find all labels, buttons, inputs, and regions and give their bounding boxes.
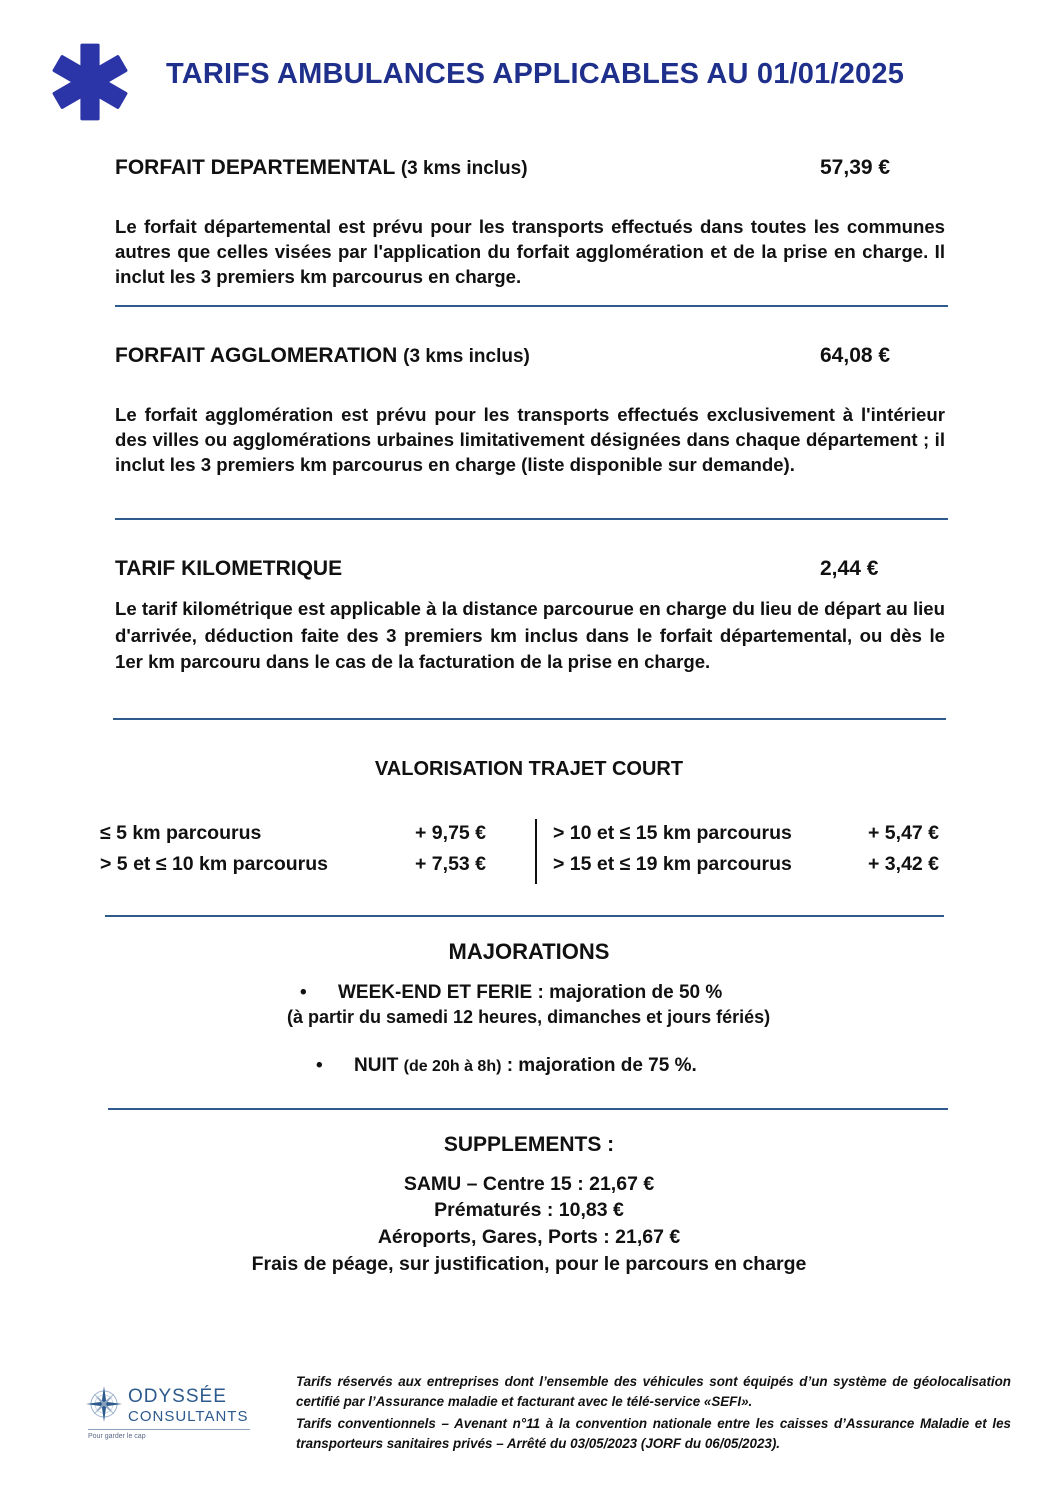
trajet-court-label: ≤ 5 km parcourus [100, 822, 262, 844]
trajet-court-title: VALORISATION TRAJET COURT [374, 758, 684, 780]
majoration-weekend-note: (à partir du samedi 12 heures, dimanches et jours fériés) [287, 1007, 771, 1027]
majoration-weekend [300, 982, 722, 1004]
supplements-title: SUPPLEMENTS : [443, 1133, 615, 1156]
column-separator [535, 819, 537, 884]
majoration-weekend-label: WEEK-END ET FERIE [338, 982, 533, 1003]
section-divider [115, 518, 948, 520]
bullet-icon: • [300, 982, 307, 1003]
supplement-item: Frais de péage, sur justification, pour le parcours en charge [251, 1253, 807, 1275]
trajet-court-value: + 9,75 € [415, 822, 487, 844]
trajet-court-value: + 7,53 € [415, 853, 487, 875]
footer-logo-subtitle: CONSULTANTS [128, 1408, 249, 1425]
forfait-agglomeration-heading [115, 344, 530, 368]
bullet-icon: • [316, 1055, 323, 1076]
page-title: TARIFS AMBULANCES APPLICABLES AU 01/01/2025 [166, 58, 905, 90]
forfait-departemental-title: FORFAIT DEPARTEMENTAL [115, 156, 395, 179]
trajet-court-label: > 5 et ≤ 10 km parcourus [100, 853, 329, 875]
supplement-item: Aéroports, Gares, Ports : 21,67 € [377, 1226, 681, 1248]
majoration-nuit-label: NUIT [354, 1055, 399, 1076]
majoration-nuit-note: (de 20h à 8h) [403, 1058, 502, 1075]
forfait-agglomeration-title: FORFAIT AGGLOMERATION [115, 344, 398, 367]
trajet-court-label: > 10 et ≤ 15 km parcourus [553, 822, 792, 844]
forfait-agglomeration-description: Le forfait agglomération est prévu pour les transports effectués exclusivement à l'intérieur des villes ou agglomérations urbaines limitativement désignées dans chaque département ; il inclut les 3 premiers km parcourus en charge (liste disponible sur demande). [115, 404, 945, 475]
trajet-court-value: + 5,47 € [868, 822, 940, 844]
footer-note-convention: Tarifs conventionnels – Avenant n°11 à la convention nationale entre les caisses d’Assurance Maladie et les transporteurs sanitaires privés – Arrêté du 03/05/2023 (JORF du 06/05/2023). [296, 1416, 1011, 1451]
tarif-kilometrique-description: Le tarif kilométrique est applicable à la distance parcourue en charge du lieu de départ au lieu d'arrivée, déduction faite des 3 premiers km inclus dans le forfait départemental, ou dès le 1er km parcouru dans le cas de la facturation de la prise en charge. [115, 598, 945, 672]
supplement-item: SAMU – Centre 15 : 21,67 € [403, 1173, 655, 1195]
section-divider [105, 915, 944, 917]
section-divider [108, 1108, 948, 1110]
section-divider [113, 718, 946, 720]
majoration-weekend-value: : majoration de 50 % [537, 982, 723, 1003]
forfait-agglomeration-price: 64,08 € [820, 344, 891, 367]
majoration-nuit [316, 1055, 697, 1077]
compass-rose-icon [84, 1384, 124, 1424]
star-of-life-icon [50, 42, 130, 122]
footer-note-geolocalisation: Tarifs réservés aux entreprises dont l’ensemble des véhicules sont équipés d’un système de géolocalisation certifié par l’Assurance maladie et facturant avec le télé-service «SEFI». [296, 1374, 1011, 1409]
majoration-nuit-value: : majoration de 75 %. [506, 1055, 697, 1076]
trajet-court-label: > 15 et ≤ 19 km parcourus [553, 853, 792, 875]
tarif-kilometrique-price: 2,44 € [820, 557, 879, 580]
forfait-agglomeration-note: (3 kms inclus) [403, 346, 530, 367]
footer-logo-tagline: Pour garder le cap [88, 1433, 146, 1440]
footer-logo-underline [88, 1429, 250, 1430]
tarif-kilometrique-title: TARIF KILOMETRIQUE [115, 557, 343, 580]
forfait-departemental-price: 57,39 € [820, 156, 891, 179]
section-divider [115, 305, 948, 307]
forfait-departemental-heading [115, 156, 528, 180]
trajet-court-value: + 3,42 € [868, 853, 940, 875]
forfait-departemental-note: (3 kms inclus) [400, 158, 528, 179]
forfait-departemental-description: Le forfait départemental est prévu pour les transports effectués dans toutes les communes autres que celles visées par l'application du forfait agglomération et de la prise en charge. Il inclut les 3 premiers km parcourus en charge. [115, 216, 945, 287]
footer-logo-name: ODYSSÉE [128, 1386, 227, 1407]
majorations-title: MAJORATIONS [448, 939, 610, 964]
supplement-item: Prématurés : 10,83 € [434, 1199, 624, 1221]
